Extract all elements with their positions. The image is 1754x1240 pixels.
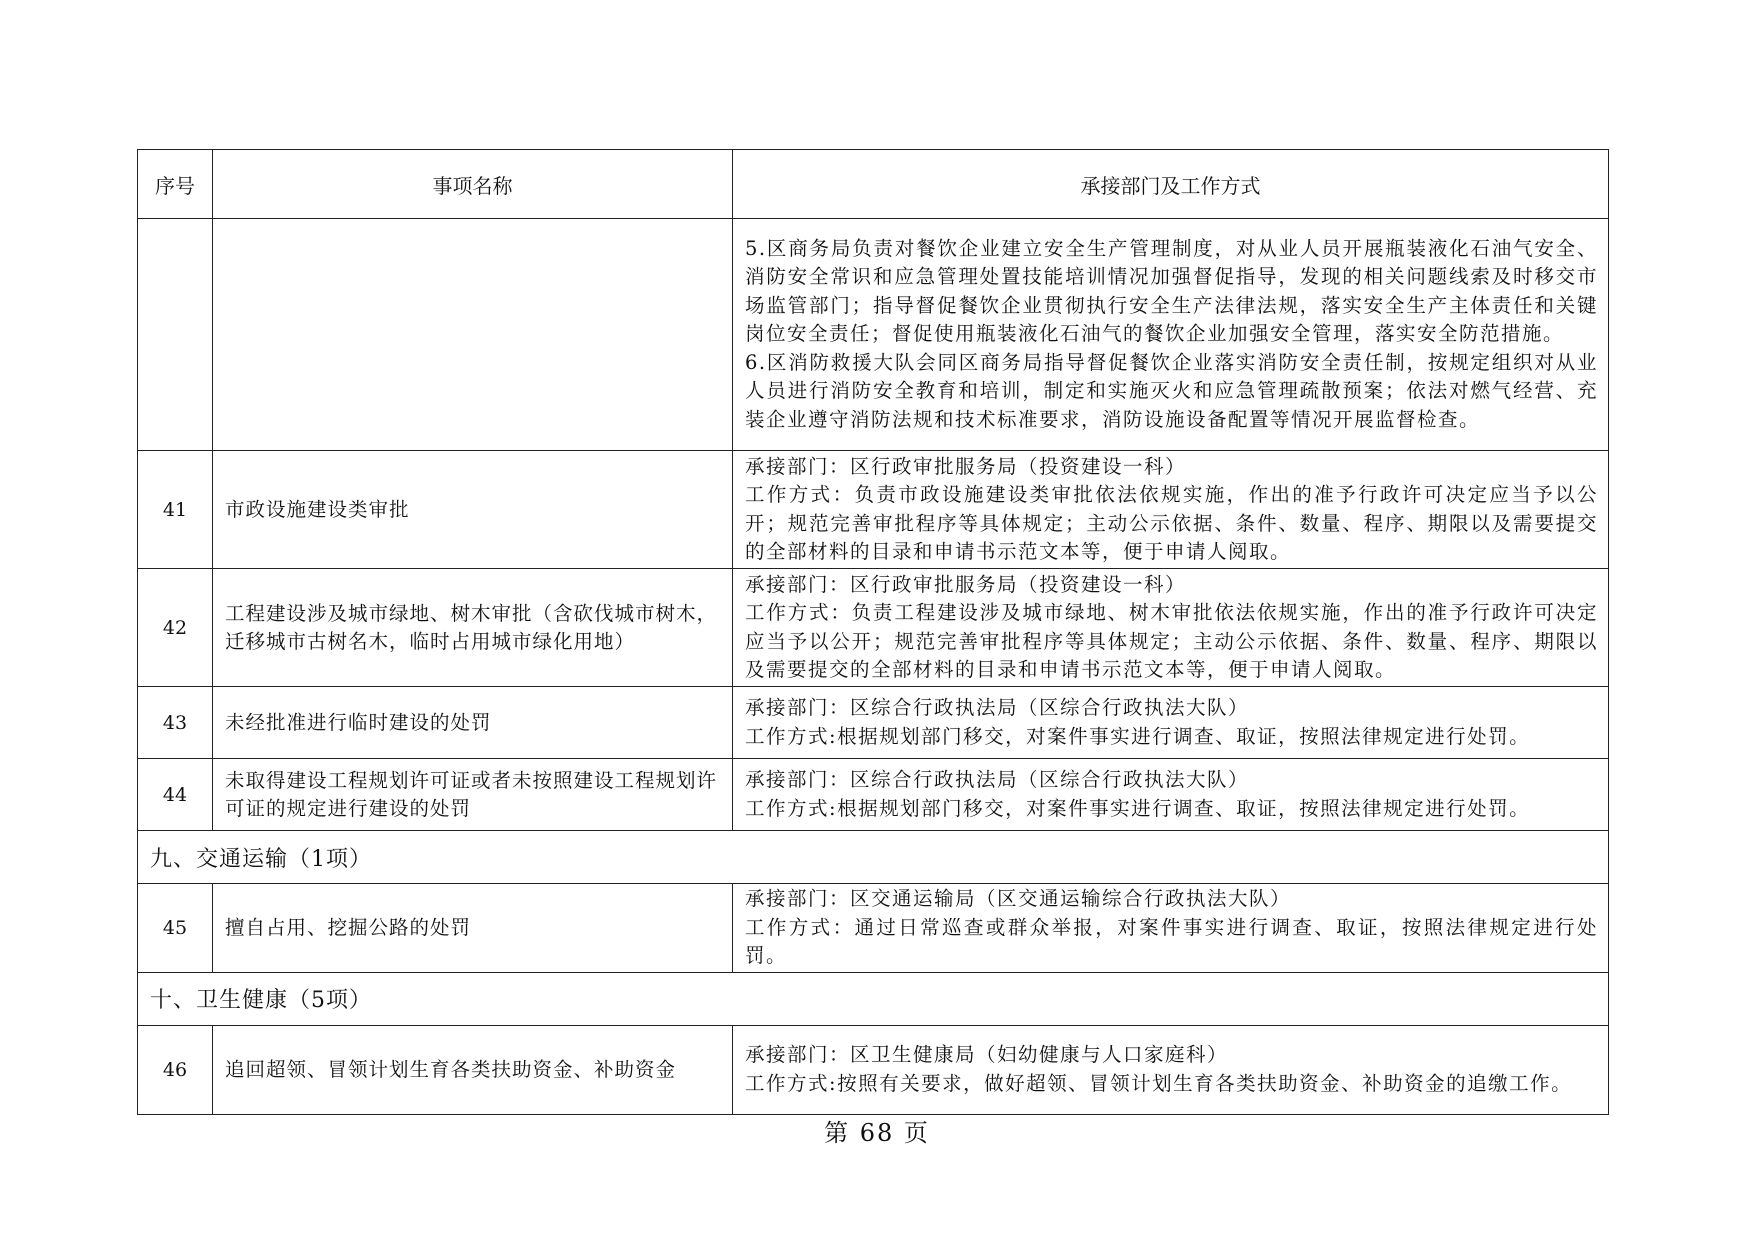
row-item-name: 市政设施建设类审批 [213, 451, 733, 569]
row-dept-method [733, 884, 1609, 973]
row-seq: 44 [138, 759, 213, 831]
table-row [138, 451, 1609, 569]
dept-line: 承接部门：区行政审批服务局（投资建设一科） [745, 454, 1187, 478]
table-row [138, 759, 1609, 831]
row-dept-method [733, 759, 1609, 831]
dept-line: 5.区商务局负责对餐饮企业建立安全生产管理制度，对从业人员开展瓶装液化石油气安全、消防安全常识和应急管理处置技能培训情况加强督促指导，发现的相关问题线索及时移交市场监管部门；指导督促餐饮企业贯彻执行安全生产法律法规，落实安全生产主体责任和关键岗位安全责任；督促使用瓶装液化石油气的餐饮企业加强安全管理，落实安全防范措施。 [745, 236, 1598, 346]
row-item-name: 工程建设涉及城市绿地、树木审批（含砍伐城市树木，迁移城市古树名木，临时占用城市绿化用地） [213, 569, 733, 687]
dept-line: 工作方式：负责工程建设涉及城市绿地、树木审批依法依规实施，作出的准予行政许可决定应当予以公开；规范完善审批程序等具体规定；主动公示依据、条件、数量、程序、期限以及需要提交的全部材料的目录和申请书示范文本等，便于申请人阅取。 [745, 601, 1598, 681]
table-row [138, 219, 1609, 451]
section-title: 十、卫生健康（5项） [138, 972, 1609, 1025]
table-row [138, 687, 1609, 759]
dept-line: 承接部门：区交通运输局（区交通运输综合行政执法大队） [745, 887, 1292, 910]
header-dept-method: 承接部门及工作方式 [733, 150, 1609, 219]
table-header-row [138, 150, 1609, 219]
row-seq: 43 [138, 687, 213, 759]
dept-line: 6.区消防救援大队会同区商务局指导督促餐饮企业落实消防安全责任制，按规定组织对从业人员进行消防安全教育和培训，制定和实施灭火和应急管理疏散预案；依法对燃气经营、充装企业遵守消防法规和技术标准要求，消防设施设备配置等情况开展监督检查。 [745, 350, 1598, 431]
row-item-name: 追回超领、冒领计划生育各类扶助资金、补助资金 [213, 1025, 733, 1114]
row-dept-method [733, 219, 1609, 451]
dept-line: 承接部门：区综合行政执法局（区综合行政执法大队） [745, 696, 1250, 719]
dept-line: 承接部门：区行政审批服务局（投资建设一科） [745, 572, 1187, 596]
row-seq: 45 [138, 884, 213, 973]
row-item-name: 未取得建设工程规划许可证或者未按照建设工程规划许可证的规定进行建设的处罚 [213, 759, 733, 831]
table-row [138, 1025, 1609, 1114]
dept-line: 工作方式:根据规划部门移交，对案件事实进行调查、取证，按照法律规定进行处罚。 [745, 796, 1531, 820]
table-row [138, 569, 1609, 687]
header-seq: 序号 [138, 150, 213, 219]
row-seq [138, 219, 213, 451]
dept-line: 承接部门：区综合行政执法局（区综合行政执法大队） [745, 768, 1250, 791]
section-heading-row [138, 972, 1609, 1025]
table-row [138, 884, 1609, 973]
row-dept-method [733, 569, 1609, 687]
dept-line: 工作方式:根据规划部门移交，对案件事实进行调查、取证，按照法律规定进行处罚。 [745, 724, 1531, 748]
row-item-name: 擅自占用、挖掘公路的处罚 [213, 884, 733, 973]
section-heading-row [138, 831, 1609, 884]
page-number: 第 68 页 [824, 1119, 930, 1147]
dept-line: 工作方式：通过日常巡查或群众举报，对案件事实进行调查、取证，按照法律规定进行处罚。 [745, 915, 1598, 967]
dept-line: 承接部门：区卫生健康局（妇幼健康与人口家庭科） [745, 1043, 1229, 1066]
header-item-name: 事项名称 [213, 150, 733, 219]
row-dept-method [733, 687, 1609, 759]
row-item-name: 未经批准进行临时建设的处罚 [213, 687, 733, 759]
section-title: 九、交通运输（1项） [138, 831, 1609, 884]
row-seq: 42 [138, 569, 213, 687]
row-seq: 41 [138, 451, 213, 569]
dept-line: 工作方式:按照有关要求，做好超领、冒领计划生育各类扶助资金、补助资金的追缴工作。 [745, 1071, 1573, 1095]
row-seq: 46 [138, 1025, 213, 1114]
row-item-name [213, 219, 733, 451]
row-dept-method [733, 451, 1609, 569]
dept-line: 工作方式：负责市政设施建设类审批依法依规实施，作出的准予行政许可决定应当予以公开；规范完善审批程序等具体规定；主动公示依据、条件、数量、程序、期限以及需要提交的全部材料的目录和申请书示范文本等，便于申请人阅取。 [745, 483, 1598, 563]
row-dept-method [733, 1025, 1609, 1114]
matters-table [137, 149, 1609, 1115]
